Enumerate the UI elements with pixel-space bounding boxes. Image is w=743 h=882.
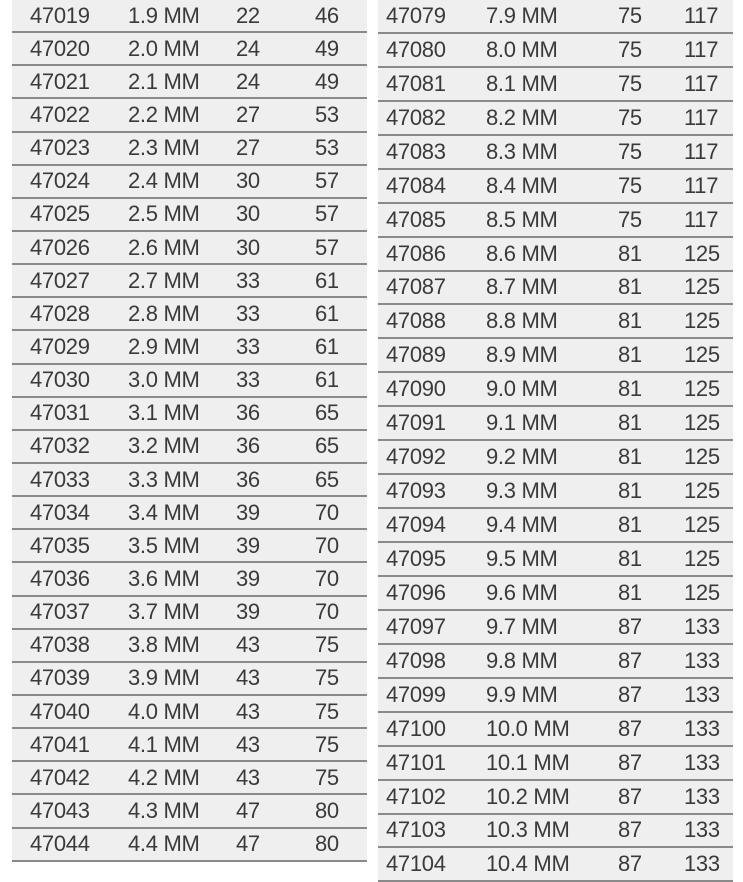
table-row — [12, 729, 367, 762]
size-cell: 3.1 MM — [128, 400, 200, 426]
size-cell: 9.5 MM — [486, 545, 558, 571]
length-b-cell: 133 — [684, 715, 720, 741]
length-b-cell: 133 — [684, 749, 720, 775]
length-b-cell: 46 — [315, 2, 339, 28]
length-b-cell: 53 — [315, 135, 339, 161]
length-b-cell: 61 — [315, 267, 339, 293]
size-cell: 3.7 MM — [128, 599, 200, 625]
size-cell: 2.2 MM — [128, 101, 200, 127]
length-a-cell: 87 — [618, 749, 642, 775]
length-a-cell: 75 — [618, 172, 642, 198]
part-number-cell: 47037 — [30, 599, 90, 625]
length-a-cell: 39 — [236, 565, 260, 591]
table-row — [12, 331, 367, 364]
size-cell: 9.1 MM — [486, 410, 558, 436]
part-number-cell: 47036 — [30, 565, 90, 591]
size-cell: 9.2 MM — [486, 444, 558, 470]
size-cell: 9.9 MM — [486, 681, 558, 707]
table-row — [378, 848, 733, 882]
length-a-cell: 24 — [236, 68, 260, 94]
size-cell: 2.6 MM — [128, 234, 200, 260]
size-cell: 2.3 MM — [128, 135, 200, 161]
part-number-cell: 47101 — [386, 749, 446, 775]
length-b-cell: 125 — [684, 512, 720, 538]
length-a-cell: 22 — [236, 2, 260, 28]
size-cell: 2.8 MM — [128, 300, 200, 326]
length-b-cell: 117 — [684, 36, 719, 62]
size-cell: 4.0 MM — [128, 698, 200, 724]
size-cell: 10.3 MM — [486, 817, 570, 843]
length-a-cell: 24 — [236, 35, 260, 61]
length-b-cell: 117 — [684, 172, 719, 198]
size-cell: 7.9 MM — [486, 2, 558, 28]
length-b-cell: 75 — [315, 764, 339, 790]
length-a-cell: 39 — [236, 499, 260, 525]
length-a-cell: 75 — [618, 138, 642, 164]
table-row — [12, 66, 367, 99]
length-b-cell: 57 — [315, 234, 339, 260]
part-number-cell: 47083 — [386, 138, 446, 164]
size-cell: 8.7 MM — [486, 274, 558, 300]
length-a-cell: 81 — [618, 478, 642, 504]
length-a-cell: 43 — [236, 665, 260, 691]
length-a-cell: 81 — [618, 240, 642, 266]
size-cell: 10.1 MM — [486, 749, 570, 775]
part-number-cell: 47099 — [386, 681, 446, 707]
length-a-cell: 43 — [236, 698, 260, 724]
part-number-cell: 47023 — [30, 135, 90, 161]
size-cell: 10.0 MM — [486, 715, 570, 741]
table-row — [378, 272, 733, 306]
length-a-cell: 81 — [618, 274, 642, 300]
length-a-cell: 75 — [618, 70, 642, 96]
table-row — [378, 747, 733, 781]
part-number-cell: 47030 — [30, 367, 90, 393]
length-a-cell: 87 — [618, 715, 642, 741]
length-a-cell: 81 — [618, 342, 642, 368]
table-row — [378, 645, 733, 679]
table-row — [378, 102, 733, 136]
part-number-cell: 47095 — [386, 545, 446, 571]
part-number-cell: 47041 — [30, 731, 90, 757]
size-cell: 2.9 MM — [128, 333, 200, 359]
length-a-cell: 30 — [236, 234, 260, 260]
length-b-cell: 65 — [315, 466, 339, 492]
table-row — [378, 68, 733, 102]
size-cell: 2.0 MM — [128, 35, 200, 61]
part-number-cell: 47094 — [386, 512, 446, 538]
size-cell: 10.2 MM — [486, 783, 570, 809]
length-b-cell: 61 — [315, 333, 339, 359]
length-a-cell: 36 — [236, 400, 260, 426]
table-row — [12, 265, 367, 298]
table-row — [12, 199, 367, 232]
length-a-cell: 33 — [236, 300, 260, 326]
table-row — [12, 563, 367, 596]
table-row — [378, 34, 733, 68]
part-number-cell: 47082 — [386, 104, 446, 130]
length-a-cell: 87 — [618, 613, 642, 639]
length-a-cell: 27 — [236, 135, 260, 161]
part-number-cell: 47029 — [30, 333, 90, 359]
size-cell: 2.5 MM — [128, 201, 200, 227]
size-cell: 3.6 MM — [128, 565, 200, 591]
part-number-cell: 47103 — [386, 817, 446, 843]
length-a-cell: 30 — [236, 201, 260, 227]
size-cell: 1.9 MM — [128, 2, 200, 28]
part-number-cell: 47100 — [386, 715, 446, 741]
part-number-cell: 47021 — [30, 68, 90, 94]
table-row — [378, 407, 733, 441]
table-row — [378, 577, 733, 611]
length-a-cell: 33 — [236, 267, 260, 293]
size-cell: 8.3 MM — [486, 138, 558, 164]
part-number-cell: 47027 — [30, 267, 90, 293]
length-b-cell: 125 — [684, 579, 720, 605]
part-number-cell: 47024 — [30, 168, 90, 194]
length-a-cell: 87 — [618, 681, 642, 707]
part-number-cell: 47033 — [30, 466, 90, 492]
left-size-table — [12, 0, 367, 862]
size-cell: 8.6 MM — [486, 240, 558, 266]
part-number-cell: 47028 — [30, 300, 90, 326]
size-cell: 8.9 MM — [486, 342, 558, 368]
part-number-cell: 47084 — [386, 172, 446, 198]
size-cell: 8.0 MM — [486, 36, 558, 62]
length-a-cell: 81 — [618, 410, 642, 436]
part-number-cell: 47043 — [30, 797, 90, 823]
size-cell: 3.5 MM — [128, 532, 200, 558]
part-number-cell: 47098 — [386, 647, 446, 673]
length-a-cell: 27 — [236, 101, 260, 127]
part-number-cell: 47081 — [386, 70, 446, 96]
part-number-cell: 47104 — [386, 851, 446, 877]
length-a-cell: 87 — [618, 783, 642, 809]
length-b-cell: 70 — [315, 499, 339, 525]
length-a-cell: 75 — [618, 104, 642, 130]
length-b-cell: 70 — [315, 532, 339, 558]
part-number-cell: 47031 — [30, 400, 90, 426]
table-row — [378, 543, 733, 577]
part-number-cell: 47088 — [386, 308, 446, 334]
length-b-cell: 125 — [684, 444, 720, 470]
length-b-cell: 117 — [684, 138, 719, 164]
length-b-cell: 75 — [315, 731, 339, 757]
size-cell: 3.4 MM — [128, 499, 200, 525]
part-number-cell: 47085 — [386, 206, 446, 232]
length-a-cell: 75 — [618, 36, 642, 62]
length-b-cell: 61 — [315, 367, 339, 393]
length-b-cell: 65 — [315, 433, 339, 459]
table-row — [378, 475, 733, 509]
length-a-cell: 81 — [618, 579, 642, 605]
part-number-cell: 47035 — [30, 532, 90, 558]
part-number-cell: 47092 — [386, 444, 446, 470]
length-a-cell: 81 — [618, 545, 642, 571]
length-a-cell: 43 — [236, 764, 260, 790]
table-row — [12, 630, 367, 663]
length-b-cell: 133 — [684, 851, 720, 877]
table-row — [378, 204, 733, 238]
length-a-cell: 81 — [618, 512, 642, 538]
size-cell: 8.1 MM — [486, 70, 558, 96]
part-number-cell: 47097 — [386, 613, 446, 639]
table-row — [12, 365, 367, 398]
part-number-cell: 47102 — [386, 783, 446, 809]
length-a-cell: 87 — [618, 817, 642, 843]
table-row — [12, 33, 367, 66]
size-cell: 9.6 MM — [486, 579, 558, 605]
size-cell: 2.7 MM — [128, 267, 200, 293]
length-b-cell: 75 — [315, 665, 339, 691]
part-number-cell: 47080 — [386, 36, 446, 62]
part-number-cell: 47079 — [386, 2, 446, 28]
length-a-cell: 81 — [618, 308, 642, 334]
size-cell: 8.2 MM — [486, 104, 558, 130]
length-a-cell: 75 — [618, 2, 642, 28]
part-number-cell: 47044 — [30, 831, 90, 857]
length-b-cell: 125 — [684, 545, 720, 571]
size-cell: 8.4 MM — [486, 172, 558, 198]
part-number-cell: 47026 — [30, 234, 90, 260]
length-a-cell: 36 — [236, 466, 260, 492]
size-cell: 3.0 MM — [128, 367, 200, 393]
part-number-cell: 47039 — [30, 665, 90, 691]
length-b-cell: 117 — [684, 70, 719, 96]
size-cell: 3.3 MM — [128, 466, 200, 492]
length-b-cell: 80 — [315, 831, 339, 857]
length-b-cell: 133 — [684, 647, 720, 673]
size-cell: 9.8 MM — [486, 647, 558, 673]
part-number-cell: 47020 — [30, 35, 90, 61]
length-b-cell: 133 — [684, 681, 720, 707]
length-a-cell: 30 — [236, 168, 260, 194]
table-row — [12, 99, 367, 132]
length-a-cell: 81 — [618, 376, 642, 402]
table-row — [12, 795, 367, 828]
table-row — [12, 166, 367, 199]
length-b-cell: 125 — [684, 376, 720, 402]
length-a-cell: 33 — [236, 333, 260, 359]
right-size-table — [378, 0, 733, 882]
length-b-cell: 57 — [315, 201, 339, 227]
table-row — [378, 373, 733, 407]
table-row — [378, 679, 733, 713]
size-cell: 4.2 MM — [128, 764, 200, 790]
part-number-cell: 47042 — [30, 764, 90, 790]
length-b-cell: 57 — [315, 168, 339, 194]
size-cell: 9.0 MM — [486, 376, 558, 402]
table-row — [378, 339, 733, 373]
length-b-cell: 65 — [315, 400, 339, 426]
table-row — [12, 497, 367, 530]
table-row — [12, 597, 367, 630]
table-row — [12, 431, 367, 464]
length-a-cell: 75 — [618, 206, 642, 232]
size-cell: 9.3 MM — [486, 478, 558, 504]
length-a-cell: 43 — [236, 632, 260, 658]
part-number-cell: 47040 — [30, 698, 90, 724]
length-b-cell: 70 — [315, 565, 339, 591]
length-a-cell: 87 — [618, 851, 642, 877]
length-b-cell: 117 — [684, 206, 719, 232]
part-number-cell: 47022 — [30, 101, 90, 127]
size-cell: 10.4 MM — [486, 851, 570, 877]
table-row — [12, 0, 367, 33]
size-cell: 9.4 MM — [486, 512, 558, 538]
table-row — [12, 398, 367, 431]
table-row — [378, 781, 733, 815]
part-number-cell: 47093 — [386, 478, 446, 504]
part-number-cell: 47032 — [30, 433, 90, 459]
length-b-cell: 75 — [315, 632, 339, 658]
length-b-cell: 125 — [684, 410, 720, 436]
part-number-cell: 47034 — [30, 499, 90, 525]
table-row — [378, 136, 733, 170]
table-row — [378, 815, 733, 849]
table-row — [12, 232, 367, 265]
part-number-cell: 47038 — [30, 632, 90, 658]
table-row — [12, 464, 367, 497]
part-number-cell: 47090 — [386, 376, 446, 402]
table-row — [378, 611, 733, 645]
table-row — [378, 713, 733, 747]
table-row — [12, 762, 367, 795]
length-b-cell: 133 — [684, 783, 720, 809]
length-b-cell: 117 — [684, 104, 719, 130]
length-b-cell: 75 — [315, 698, 339, 724]
length-a-cell: 47 — [236, 797, 260, 823]
length-b-cell: 53 — [315, 101, 339, 127]
length-b-cell: 125 — [684, 478, 720, 504]
length-a-cell: 47 — [236, 831, 260, 857]
length-b-cell: 61 — [315, 300, 339, 326]
table-row — [378, 0, 733, 34]
size-cell: 3.8 MM — [128, 632, 200, 658]
size-cell: 3.2 MM — [128, 433, 200, 459]
size-cell: 2.4 MM — [128, 168, 200, 194]
size-cell: 3.9 MM — [128, 665, 200, 691]
size-cell: 2.1 MM — [128, 68, 200, 94]
table-row — [12, 663, 367, 696]
table-row — [12, 298, 367, 331]
length-b-cell: 70 — [315, 599, 339, 625]
length-b-cell: 49 — [315, 35, 339, 61]
table-row — [378, 305, 733, 339]
length-b-cell: 125 — [684, 274, 720, 300]
length-b-cell: 125 — [684, 308, 720, 334]
length-b-cell: 125 — [684, 240, 720, 266]
table-row — [12, 530, 367, 563]
length-b-cell: 117 — [684, 2, 719, 28]
length-b-cell: 49 — [315, 68, 339, 94]
table-row — [378, 170, 733, 204]
part-number-cell: 47086 — [386, 240, 446, 266]
length-a-cell: 43 — [236, 731, 260, 757]
table-row — [378, 238, 733, 272]
table-row — [378, 441, 733, 475]
size-cell: 9.7 MM — [486, 613, 558, 639]
length-b-cell: 80 — [315, 797, 339, 823]
table-row — [12, 133, 367, 166]
length-a-cell: 39 — [236, 532, 260, 558]
table-row — [12, 829, 367, 862]
part-number-cell: 47025 — [30, 201, 90, 227]
length-a-cell: 87 — [618, 647, 642, 673]
size-cell: 4.3 MM — [128, 797, 200, 823]
size-cell: 4.4 MM — [128, 831, 200, 857]
size-cell: 8.5 MM — [486, 206, 558, 232]
table-row — [378, 509, 733, 543]
size-cell: 4.1 MM — [128, 731, 200, 757]
part-number-cell: 47091 — [386, 410, 446, 436]
size-cell: 8.8 MM — [486, 308, 558, 334]
part-number-cell: 47087 — [386, 274, 446, 300]
length-a-cell: 81 — [618, 444, 642, 470]
length-a-cell: 39 — [236, 599, 260, 625]
part-number-cell: 47096 — [386, 579, 446, 605]
length-a-cell: 36 — [236, 433, 260, 459]
length-b-cell: 133 — [684, 613, 720, 639]
length-a-cell: 33 — [236, 367, 260, 393]
length-b-cell: 133 — [684, 817, 720, 843]
part-number-cell: 47089 — [386, 342, 446, 368]
table-row — [12, 696, 367, 729]
length-b-cell: 125 — [684, 342, 720, 368]
part-number-cell: 47019 — [30, 2, 90, 28]
